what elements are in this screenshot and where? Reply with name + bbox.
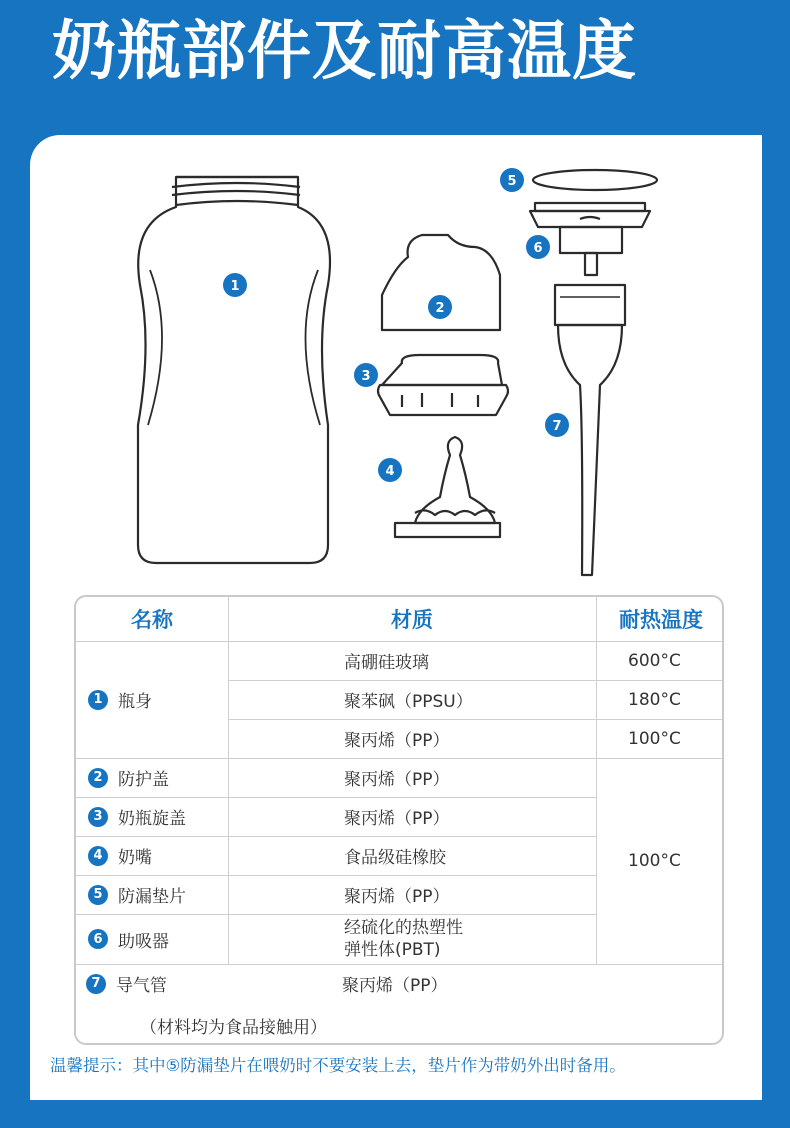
- svg-text:5: 5: [507, 174, 517, 189]
- badge-5: [500, 168, 524, 192]
- bottle-temp-2: 180°C: [628, 689, 681, 710]
- anti-leak-disk-drawing: [533, 170, 657, 190]
- nipple-drawing: [395, 437, 500, 537]
- bottle-temp-1: 600°C: [628, 650, 681, 671]
- row-valve-material: 经硫化的热塑性 弹性体(PBT): [344, 918, 463, 960]
- badge-2: [428, 295, 452, 319]
- row-cap-name: 2 防护盖: [88, 758, 228, 797]
- part-number-badges: [223, 168, 569, 482]
- bottle-material-1: 高硼硅玻璃: [344, 653, 429, 673]
- header-name: 名称: [131, 608, 173, 632]
- table-footnote: （材料均为食品接触用）: [140, 1017, 327, 1038]
- badge-6: [526, 235, 550, 259]
- row-cap-material: 聚丙烯（PP）: [344, 770, 450, 790]
- parts-illustration: [30, 135, 762, 585]
- svg-text:3: 3: [361, 369, 371, 384]
- badge-7: [545, 413, 569, 437]
- svg-text:6: 6: [533, 241, 543, 256]
- row-nipple-material: 食品级硅橡胶: [344, 848, 446, 868]
- bottle-body-drawing: [138, 177, 330, 563]
- row-disk-material: 聚丙烯（PP）: [344, 887, 450, 907]
- badge-4: [378, 458, 402, 482]
- row-vent-material: 聚丙烯（PP）: [342, 976, 448, 996]
- bottle-material-2: 聚苯砜（PPSU）: [344, 692, 473, 712]
- page-title: 奶瓶部件及耐高温度: [52, 15, 637, 89]
- row-vent-name: 7 导气管: [86, 964, 226, 1003]
- row-valve-name: 6 助吸器: [88, 914, 228, 964]
- svg-text:1: 1: [230, 279, 240, 294]
- bottle-temp-3: 100°C: [628, 728, 681, 749]
- valve-drawing: [530, 203, 650, 275]
- warm-tip: 温馨提示：其中⑤防漏垫片在喂奶时不要安装上去，垫片作为带奶外出时备用。: [50, 1056, 626, 1075]
- row-nipple-name: 4 奶嘴: [88, 836, 228, 875]
- row-collar-material: 聚丙烯（PP）: [344, 809, 450, 829]
- row-bottle-name: 1 瓶身: [88, 641, 228, 758]
- svg-text:4: 4: [385, 464, 395, 479]
- row-disk-name: 5 防漏垫片: [88, 875, 228, 914]
- header-temp: 耐热温度: [619, 608, 703, 632]
- screw-collar-drawing: [378, 355, 508, 415]
- header-material: 材质: [391, 608, 433, 632]
- number-badge: 1: [88, 690, 108, 710]
- svg-text:7: 7: [552, 419, 562, 434]
- row-collar-name: 3 奶瓶旋盖: [88, 797, 228, 836]
- svg-text:2: 2: [435, 301, 445, 316]
- content-panel: [30, 135, 762, 1100]
- badge-3: [354, 363, 378, 387]
- shared-temp: 100°C: [628, 851, 681, 871]
- badge-1: [223, 273, 247, 297]
- bottle-material-3: 聚丙烯（PP）: [344, 731, 450, 751]
